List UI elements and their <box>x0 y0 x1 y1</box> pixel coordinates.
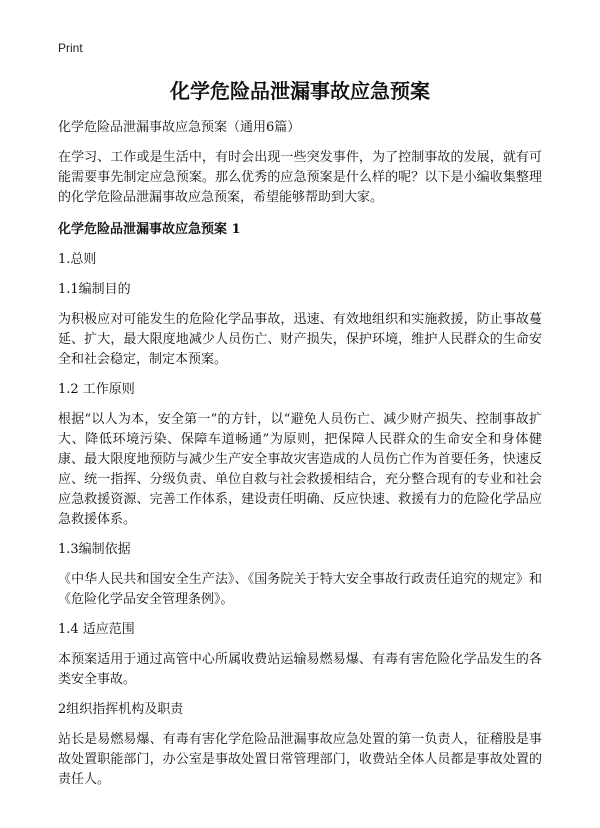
paragraph-principles: 根据“以人为本，安全第一”的方针，以“避免人员伤亡、减少财产损失、控制事故扩大、降低环境污染、保障车道畅通”为原则，把保障人民群众的生命安全和身体健康、最大限度地预防与减少生产安全事故灾害造成的人员伤亡作为首要任务，快速反应、统一指挥、分级负责、单位自救与社会救援相结合，充分整合现有的专业和社会应急救援资源、完善工作体系，建设责任明确、反应快速、救援有力的危险化学品应急救援体系。 <box>58 412 542 527</box>
heading-principles: 1.2 工作原则 <box>58 382 135 397</box>
heading-scope: 1.4 适应范围 <box>58 622 135 637</box>
section-1-title: 化学危险品泄漏事故应急预案 1 <box>58 222 241 237</box>
intro-paragraph: 在学习、工作或是生活中，有时会出现一些突发事件，为了控制事故的发展，就有可能需要事先制定应急预案。那么优秀的应急预案是什么样的呢？以下是小编收集整理的化学危险品泄漏事故应急预案，希望能够帮助到大家。 <box>58 150 542 205</box>
heading-purpose: 1.1编制目的 <box>58 282 131 297</box>
paragraph-basis: 《中华人民共和国安全生产法》、《国务院关于特大安全事故行政责任追究的规定》和《危险化学品安全管理条例》。 <box>58 572 542 607</box>
heading-general-provisions: 1.总则 <box>58 252 97 267</box>
heading-organization: 2组织指挥机构及职责 <box>58 702 184 717</box>
document-title: 化学危险品泄漏事故应急预案 <box>170 79 430 103</box>
heading-basis: 1.3编制依据 <box>58 542 131 557</box>
paragraph-organization: 站长是易燃易爆、有毒有害化学危险品泄漏事故应急处置的第一负责人，征稽股是事故处置职能部门，办公室是事故处置日常管理部门，收费站全体人员都是事故处置的责任人。 <box>58 732 542 787</box>
print-label: Print <box>58 41 83 55</box>
document-subtitle: 化学危险品泄漏事故应急预案（通用6篇） <box>58 120 301 135</box>
paragraph-purpose: 为积极应对可能发生的危险化学品事故，迅速、有效地组织和实施救援，防止事故蔓延、扩大，最大限度地减少人员伤亡、财产损失，保护环境，维护人民群众的生命安全和社会稳定，制定本预案。 <box>58 312 542 367</box>
paragraph-scope: 本预案适用于通过高管中心所属收费站运输易燃易爆、有毒有害危险化学品发生的各类安全事故。 <box>58 652 542 687</box>
